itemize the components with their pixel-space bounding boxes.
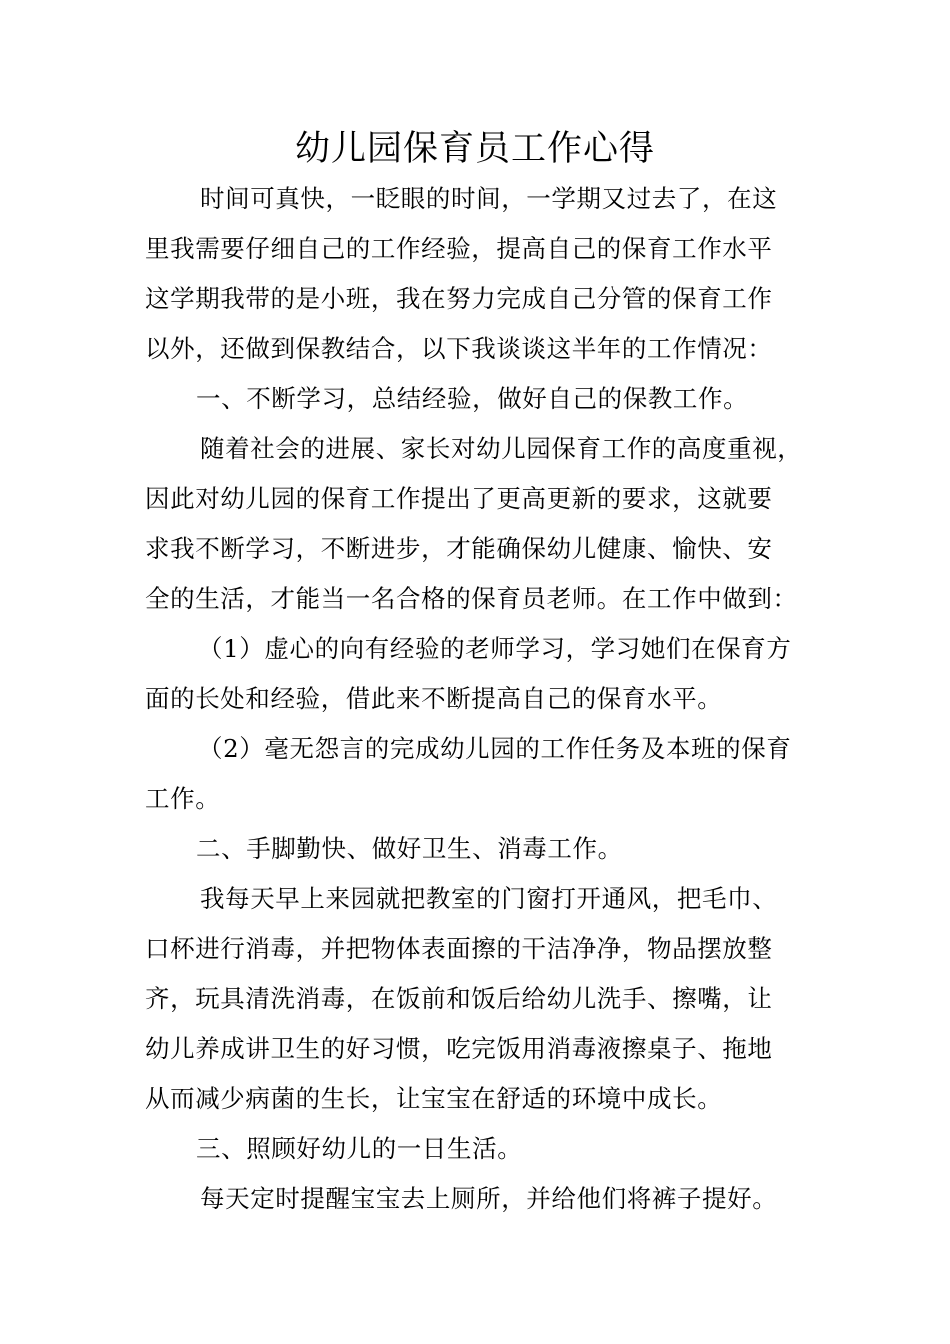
paragraph-line-1: 时间可真快，一眨眼的时间，一学期又过去了，在这: [200, 184, 778, 213]
paragraph-line-9: 我每天早上来园就把教室的门窗打开通风，把毛巾、: [200, 884, 778, 913]
paragraph-line-6: 因此对幼儿园的保育工作提出了更高更新的要求，这就要: [145, 484, 773, 513]
section-heading-1: 一、不断学习，总结经验，做好自己的保教工作。: [196, 384, 749, 413]
paragraph-line-4: 以外，还做到保教结合，以下我谈谈这半年的工作情况：: [145, 334, 773, 363]
list-item-2-line-2: 工作。: [145, 784, 221, 813]
paragraph-line-14: 每天定时提醒宝宝去上厕所，并给他们将裤子提好。: [200, 1184, 778, 1213]
paragraph-line-2: 里我需要仔细自己的工作经验，提高自己的保育工作水平: [145, 234, 773, 263]
list-item-1-line-1: （1）虚心的向有经验的老师学习，学习她们在保育方: [198, 634, 792, 663]
paragraph-line-8: 全的生活，才能当一名合格的保育员老师。在工作中做到：: [145, 584, 798, 613]
paragraph-line-11: 齐，玩具清洗消毒，在饭前和饭后给幼儿洗手、擦嘴，让: [145, 984, 773, 1013]
paragraph-line-10: 口杯进行消毒，并把物体表面擦的干洁净净，物品摆放整: [145, 934, 773, 963]
document-title: 幼儿园保育员工作心得: [294, 129, 655, 169]
section-heading-3: 三、照顾好幼儿的一日生活。: [196, 1134, 523, 1163]
list-item-2-line-1: （2）毫无怨言的完成幼儿园的工作任务及本班的保育: [198, 734, 792, 763]
paragraph-line-12: 幼儿养成讲卫生的好习惯，吃完饭用消毒液擦桌子、拖地: [145, 1034, 773, 1063]
paragraph-line-5: 随着社会的进展、家长对幼儿园保育工作的高度重视，: [200, 434, 803, 463]
paragraph-line-13: 从而减少病菌的生长，让宝宝在舒适的环境中成长。: [145, 1084, 723, 1113]
paragraph-line-3: 这学期我带的是小班，我在努力完成自己分管的保育工作: [145, 284, 773, 313]
paragraph-line-7: 求我不断学习，不断进步，才能确保幼儿健康、愉快、安: [145, 534, 773, 563]
list-item-1-line-2: 面的长处和经验，借此来不断提高自己的保育水平。: [145, 684, 723, 713]
section-heading-2: 二、手脚勤快、做好卫生、消毒工作。: [196, 834, 623, 863]
